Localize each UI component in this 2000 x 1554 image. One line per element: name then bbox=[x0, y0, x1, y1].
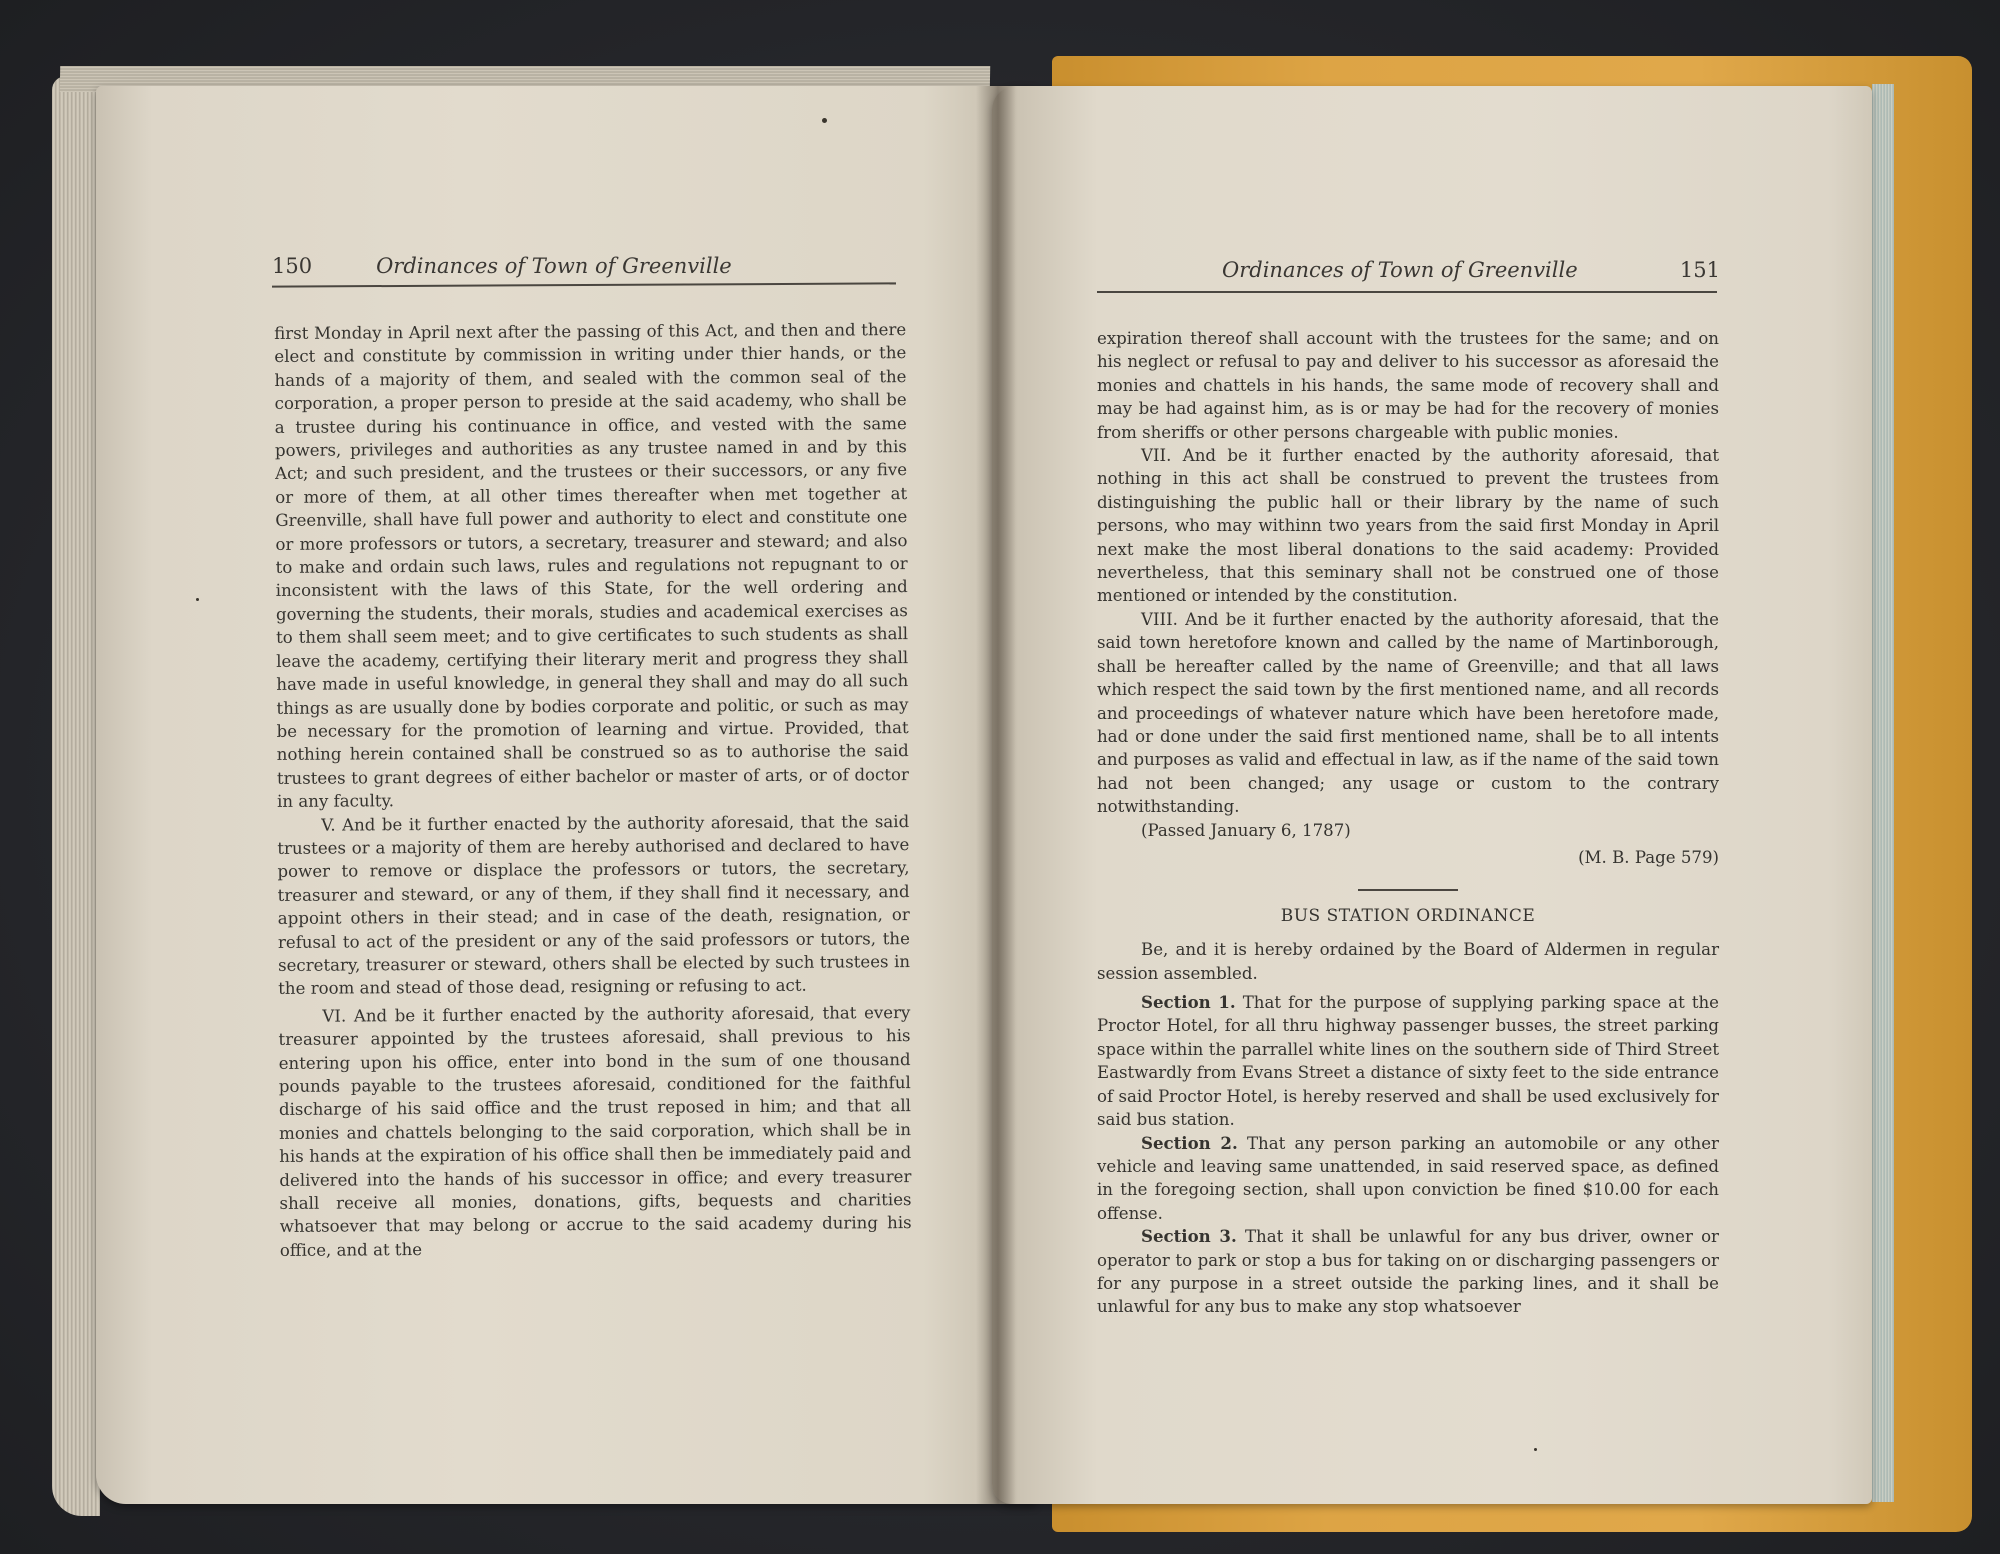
section-text: That for the purpose of supplying parking space at the Proctor Hotel, for all thru highway passenger busses, the street parking space within the parrallel white lines on the southern side of Third Street Eastwardly from Evans Street a distance of sixty feet to the side entrance of said Proctor Hotel, is hereby reserved and shall be used exclusively for said bus station. bbox=[1097, 993, 1719, 1130]
section-3 bbox=[1097, 1225, 1719, 1319]
left-page-body bbox=[274, 318, 912, 1262]
page-number: 150 bbox=[272, 254, 313, 278]
paper-speck bbox=[822, 118, 827, 123]
paper-speck bbox=[1534, 1448, 1537, 1451]
right-page-body bbox=[1097, 327, 1719, 1319]
paragraph: first Monday in April next after the passing of this Act, and then and there elect and constitute by commission in writing under thier hands, or the hands of a majority of them, and sealed with the common seal of the corporation, a proper person to preside at the said academy, who shall be a trustee during his continuance in office, and vested with the same powers, privileges and authorities as any trustee named in and by this Act; and such president, and the trustees or their successors, or any five or more of them, at all other times thereafter when met together at Greenville, shall have full power and authority to elect and constitute one or more professors or tutors, a secretary, treasurer and steward; and also to make and ordain such laws, rules and regulations not repugnant to or inconsistent with the laws of this State, for the well ordering and governing the students, their morals, studies and academical exercises as to them shall seem meet; and to give certificates to such students as shall leave the academy, certifying their literary merit and progress they shall have made in useful knowledge, in general they shall and may do all such things as are usually done by bodies corporate and politic, or such as may be necessary for the promotion of learning and virtue. Provided, that nothing herein contained shall be construed so as to authorise the said trustees to grant degrees of either bachelor or master of arts, or of doctor in any faculty. bbox=[274, 320, 909, 812]
section-label: Section 2. bbox=[1141, 1132, 1238, 1153]
section-1 bbox=[1097, 991, 1719, 1131]
left-page-edges bbox=[52, 76, 100, 1516]
preamble: Be, and it is hereby ordained by the Board of Aldermen in regular session assembled. bbox=[1097, 940, 1719, 983]
ordinance-title: BUS STATION ORDINANCE bbox=[1280, 905, 1536, 926]
header-rule bbox=[1097, 291, 1717, 293]
section-divider bbox=[1358, 889, 1458, 891]
right-page-header bbox=[1222, 258, 1720, 282]
section-label: Section 3. bbox=[1141, 1226, 1237, 1247]
paragraph-section-viii: VIII. And be it further enacted by the authority aforesaid, that the said town heretofore known and called by the name of Martinborough, shall be hereafter called by the name of Greenville; and that all laws which respect the said town by the first mentioned name, and all records and proceedings of whatever nature which have been heretofore made, had or done under the said first mentioned name, shall be to all intents and purposes as valid and effectual in law, as if the name of the said town had not been changed; any usage or custom to the contrary notwithstanding. bbox=[1097, 609, 1719, 817]
section-text: That any person parking an automobile or any other vehicle and leaving same unattended, in said reserved space, as defined in the foregoing section, shall upon conviction be fined $10.00 for each offense. bbox=[1097, 1133, 1719, 1223]
paragraph-section-vi: VI. And be it further enacted by the authority aforesaid, that every treasurer appointed by the trustees aforesaid, shall previous to his entering upon his office, enter into bond in the sum of one thousand pounds payable to the trustees aforesaid, conditioned for the faithful discharge of his said office and the trust reposed in him; and that all monies and chattels belonging to the said corporation, which shall be in his hands at the expiration of his office shall then be immediately paid and delivered into the hands of his successor in office; and every treasurer shall receive all monies, donations, gifts, bequests and charities whatsoever that may belong or accrue to the said academy during his office, and at the bbox=[278, 1002, 912, 1260]
paper-speck bbox=[196, 598, 199, 601]
running-title: Ordinances of Town of Greenville bbox=[376, 254, 732, 278]
left-page-header bbox=[272, 254, 898, 278]
book-gutter bbox=[976, 86, 1016, 1504]
paragraph-section-vii: VII. And be it further enacted by the authority aforesaid, that nothing in this act shall be construed to prevent the trustees from distinguishing the public hall or their library by the name of such persons, who may withinn two years from the said first Monday in April next make the most liberal donations to the said academy: Provided nevertheless, that this seminary shall not be construed one of those mentioned or intended by the constitution. bbox=[1097, 446, 1719, 606]
section-2 bbox=[1097, 1132, 1719, 1226]
paragraph-section-v: V. And be it further enacted by the authority aforesaid, that the said trustees or a majority of them are hereby authorised and declared to have power to remove or displace the professors or tutors, the secretary, treasurer and steward, or any of them, if they shall find it necessary, and appoint others in their stead; and in case of the death, resignation, or refusal to act of the president or any of the said professors or tutors, the secretary, treasurer or steward, others shall be elected by such trustees in the room and stead of those dead, resigning or refusing to act. bbox=[277, 811, 911, 999]
source-note: (M. B. Page 579) bbox=[1578, 847, 1719, 867]
right-page-edges bbox=[1872, 84, 1894, 1502]
passed-note: (Passed January 6, 1787) bbox=[1141, 820, 1351, 840]
running-title: Ordinances of Town of Greenville bbox=[1222, 258, 1578, 282]
paragraph: expiration thereof shall account with the trustees for the same; and on his neglect or refusal to pay and deliver to his successor as aforesaid the monies and chattels in his hands, the same mode of recovery shall and may be had against him, as is or may be had for the recovery of monies from sheriffs or other persons chargeable with public monies. bbox=[1097, 329, 1719, 442]
section-text: That it shall be unlawful for any bus driver, owner or operator to park or stop a bus for taking on or discharging passengers or for any purpose in a street outside the parking lines, and it shall be unlawful for any bus to make any stop whatsoever bbox=[1097, 1227, 1719, 1317]
page-number: 151 bbox=[1679, 258, 1720, 282]
section-label: Section 1. bbox=[1141, 992, 1236, 1013]
